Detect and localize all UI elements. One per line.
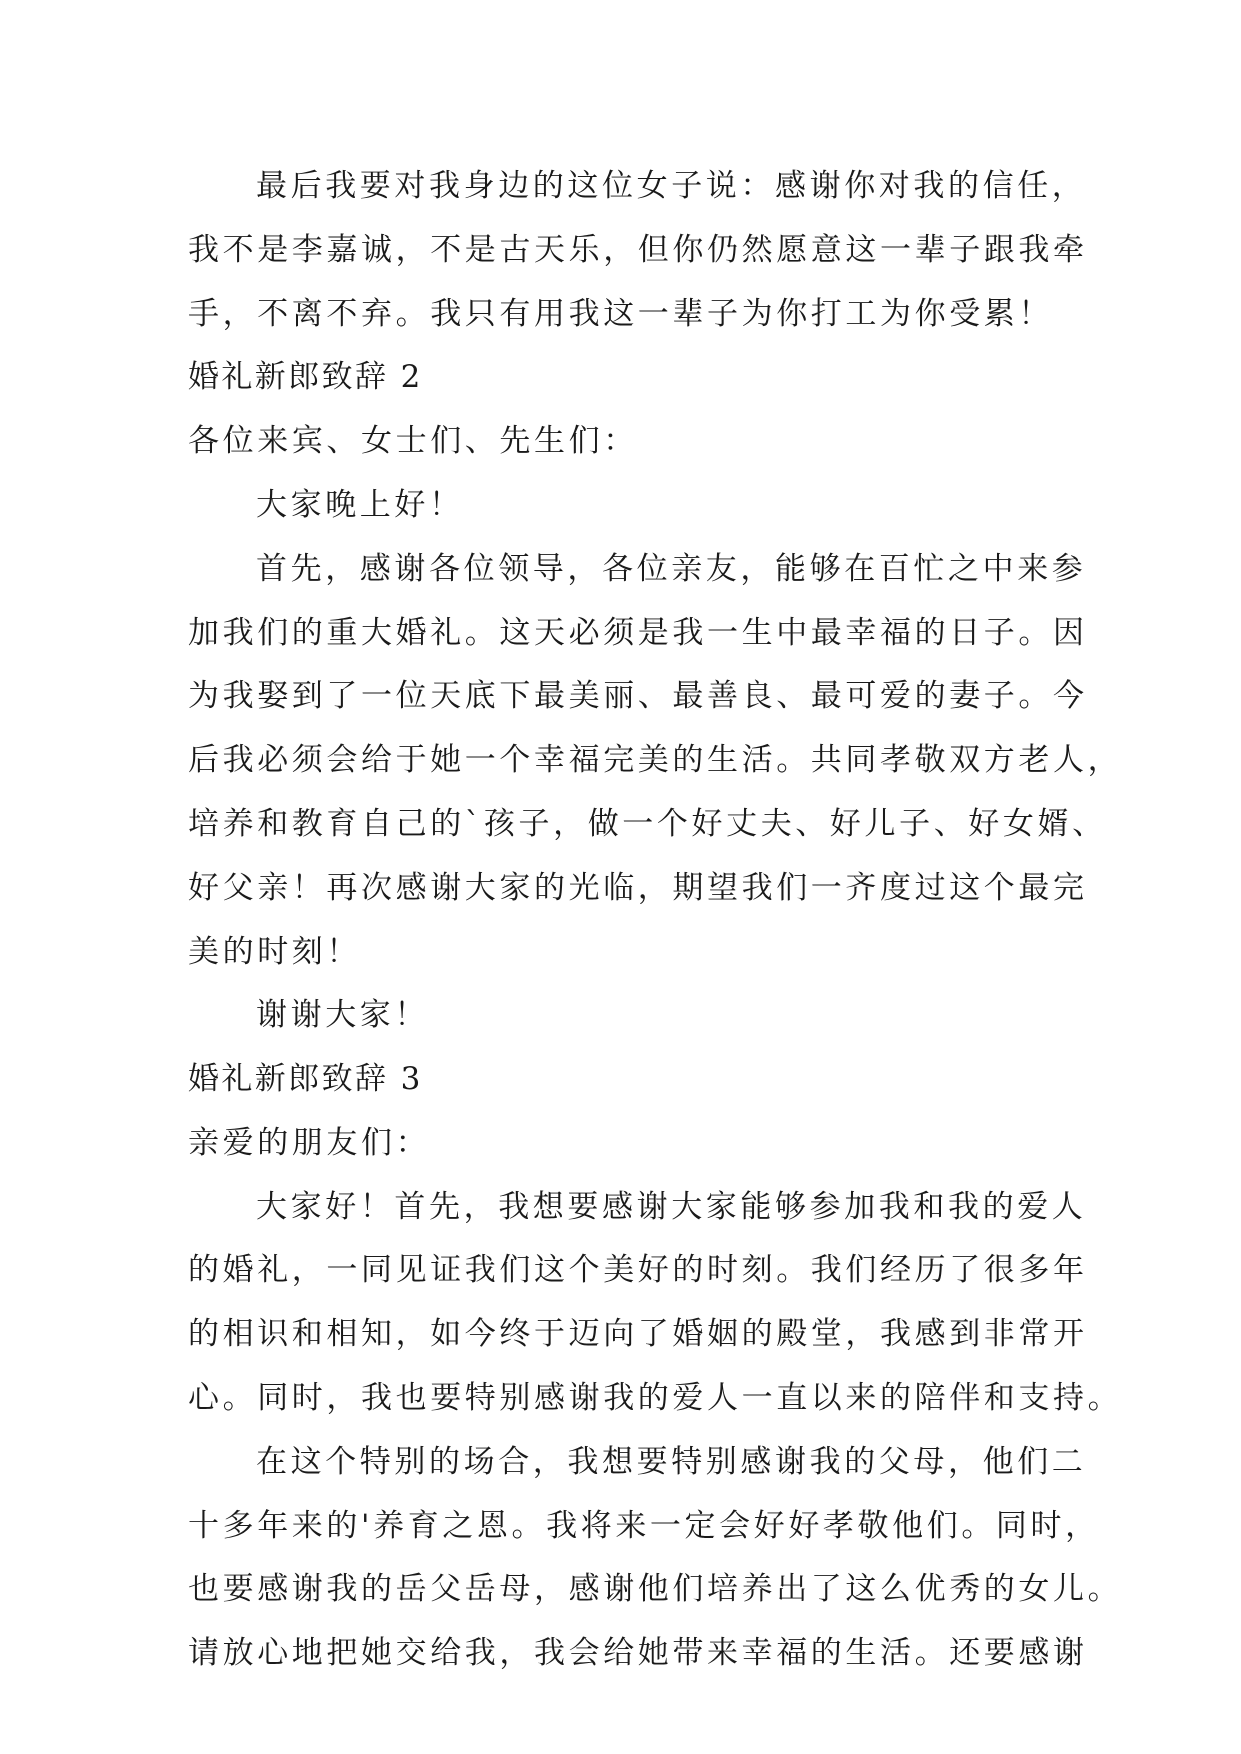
text-line: 的相识和相知，如今终于迈向了婚姻的殿堂，我感到非常开 [188, 1316, 1088, 1352]
text-line: 后我必须会给于她一个幸福完美的生活。共同孝敬双方老人， [188, 742, 1123, 778]
text-line: 大家晚上好！ [256, 487, 464, 523]
section-heading: 婚礼新郎致辞 3 [188, 1061, 423, 1097]
text-line: 大家好！首先，我想要感谢大家能够参加我和我的爱人 [256, 1189, 1087, 1225]
salutation: 各位来宾、女士们、先生们： [188, 423, 638, 459]
text-line: 心。同时，我也要特别感谢我的爱人一直以来的陪伴和支持。 [188, 1380, 1123, 1416]
text-line: 加我们的重大婚礼。这天必须是我一生中最幸福的日子。因 [188, 615, 1088, 651]
text-line: 首先，感谢各位领导，各位亲友，能够在百忙之中来参 [256, 551, 1087, 587]
text-line: 的婚礼，一同见证我们这个美好的时刻。我们经历了很多年 [188, 1252, 1088, 1288]
text-line: 为我娶到了一位天底下最美丽、最善良、最可爱的妻子。今 [188, 678, 1088, 714]
text-line: 十多年来的'养育之恩。我将来一定会好好孝敬他们。同时， [188, 1508, 1100, 1544]
text-line: 我不是李嘉诚，不是古天乐，但你仍然愿意这一辈子跟我牵 [188, 232, 1088, 268]
text-line: 在这个特别的场合，我想要特别感谢我的父母，他们二 [256, 1444, 1087, 1480]
text-line: 手，不离不弃。我只有用我这一辈子为你打工为你受累！ [188, 296, 1053, 332]
text-line: 请放心地把她交给我，我会给她带来幸福的生活。还要感谢 [188, 1635, 1088, 1671]
text-line: 美的时刻！ [188, 934, 361, 970]
text-line: 也要感谢我的岳父岳母，感谢他们培养出了这么优秀的女儿。 [188, 1571, 1123, 1607]
text-line: 谢谢大家！ [256, 997, 429, 1033]
section-heading: 婚礼新郎致辞 2 [188, 359, 423, 395]
text-line: 好父亲！再次感谢大家的光临，期望我们一齐度过这个最完 [188, 870, 1088, 906]
salutation: 亲爱的朋友们： [188, 1125, 431, 1161]
text-line: 培养和教育自己的`孩子，做一个好丈夫、好儿子、好女婿、 [188, 806, 1107, 842]
text-line: 最后我要对我身边的这位女子说：感谢你对我的信任， [256, 168, 1087, 204]
